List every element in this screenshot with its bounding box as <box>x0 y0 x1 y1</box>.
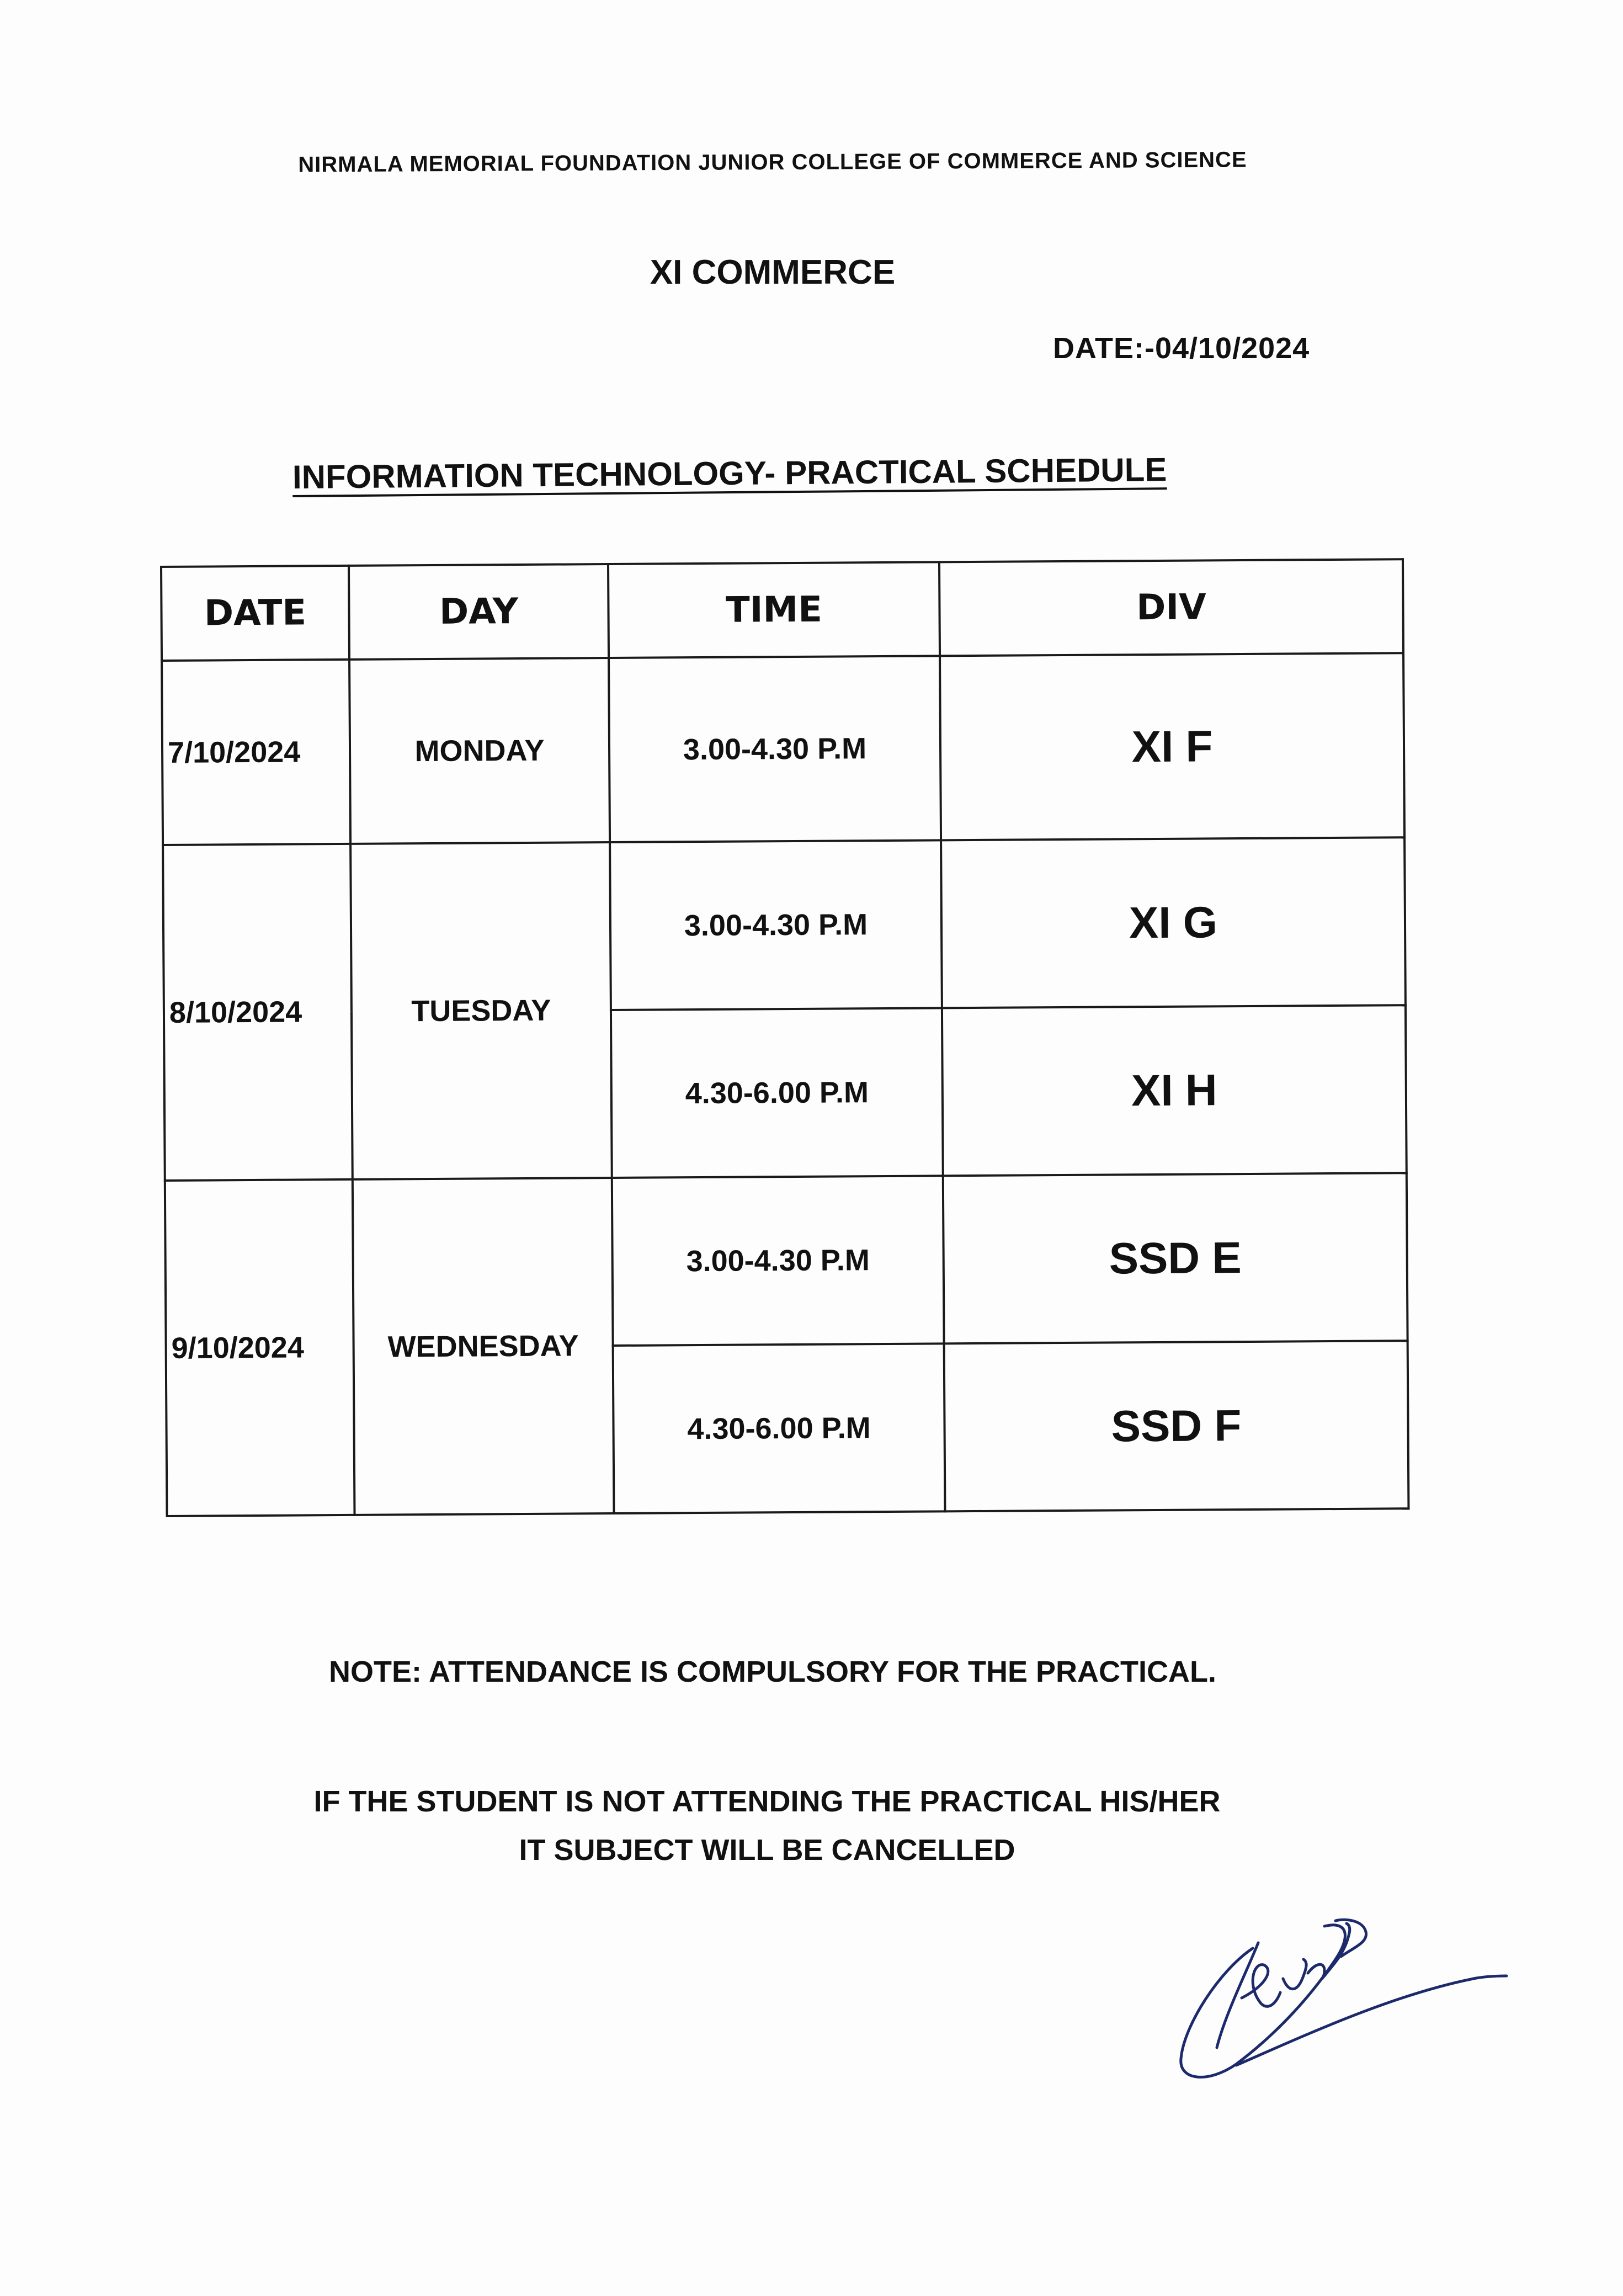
day-cell: TUESDAY <box>350 842 612 1179</box>
warning-line-2: IT SUBJECT WILL BE CANCELLED <box>519 1833 1015 1867</box>
header-time: TIME <box>608 562 940 658</box>
table-header-row <box>161 559 1403 661</box>
time-cell: 4.30-6.00 P.M <box>611 1008 943 1178</box>
div-cell: XI H <box>942 1005 1407 1176</box>
time-cell: 3.00-4.30 P.M <box>610 840 942 1010</box>
schedule-title: INFORMATION TECHNOLOGY- PRACTICAL SCHEDULE <box>292 451 1167 496</box>
schedule-table <box>160 558 1409 1517</box>
table-row <box>163 837 1406 1013</box>
time-cell: 4.30-6.00 P.M <box>613 1343 945 1513</box>
div-cell: XI F <box>940 653 1404 840</box>
attendance-note: NOTE: ATTENDANCE IS COMPULSORY FOR THE PRACTICAL. <box>328 1655 1216 1688</box>
handwritten-signature-icon <box>1159 1860 1545 2092</box>
time-cell: 3.00-4.30 P.M <box>609 656 941 842</box>
document-date: DATE:-04/10/2024 <box>1053 332 1310 365</box>
header-day: DAY <box>349 564 609 660</box>
header-div: DIV <box>939 559 1403 656</box>
div-cell: XI G <box>941 837 1406 1008</box>
table-row <box>162 653 1404 845</box>
div-cell: SSD F <box>944 1341 1409 1511</box>
table-row <box>165 1173 1408 1348</box>
college-name: NIRMALA MEMORIAL FOUNDATION JUNIOR COLLEGE OF COMMERCE AND SCIENCE <box>298 147 1247 177</box>
header-date: DATE <box>161 566 349 661</box>
warning-line-1: IF THE STUDENT IS NOT ATTENDING THE PRACTICAL HIS/HER <box>313 1785 1221 1818</box>
schedule-table-wrapper <box>160 558 1407 1517</box>
date-cell: 9/10/2024 <box>165 1179 355 1516</box>
date-cell: 8/10/2024 <box>163 844 353 1181</box>
date-cell: 7/10/2024 <box>162 660 350 845</box>
day-cell: MONDAY <box>349 658 610 844</box>
div-cell: SSD E <box>943 1173 1408 1343</box>
day-cell: WEDNESDAY <box>353 1178 614 1515</box>
class-title: XI COMMERCE <box>650 253 896 291</box>
time-cell: 3.00-4.30 P.M <box>612 1176 944 1346</box>
